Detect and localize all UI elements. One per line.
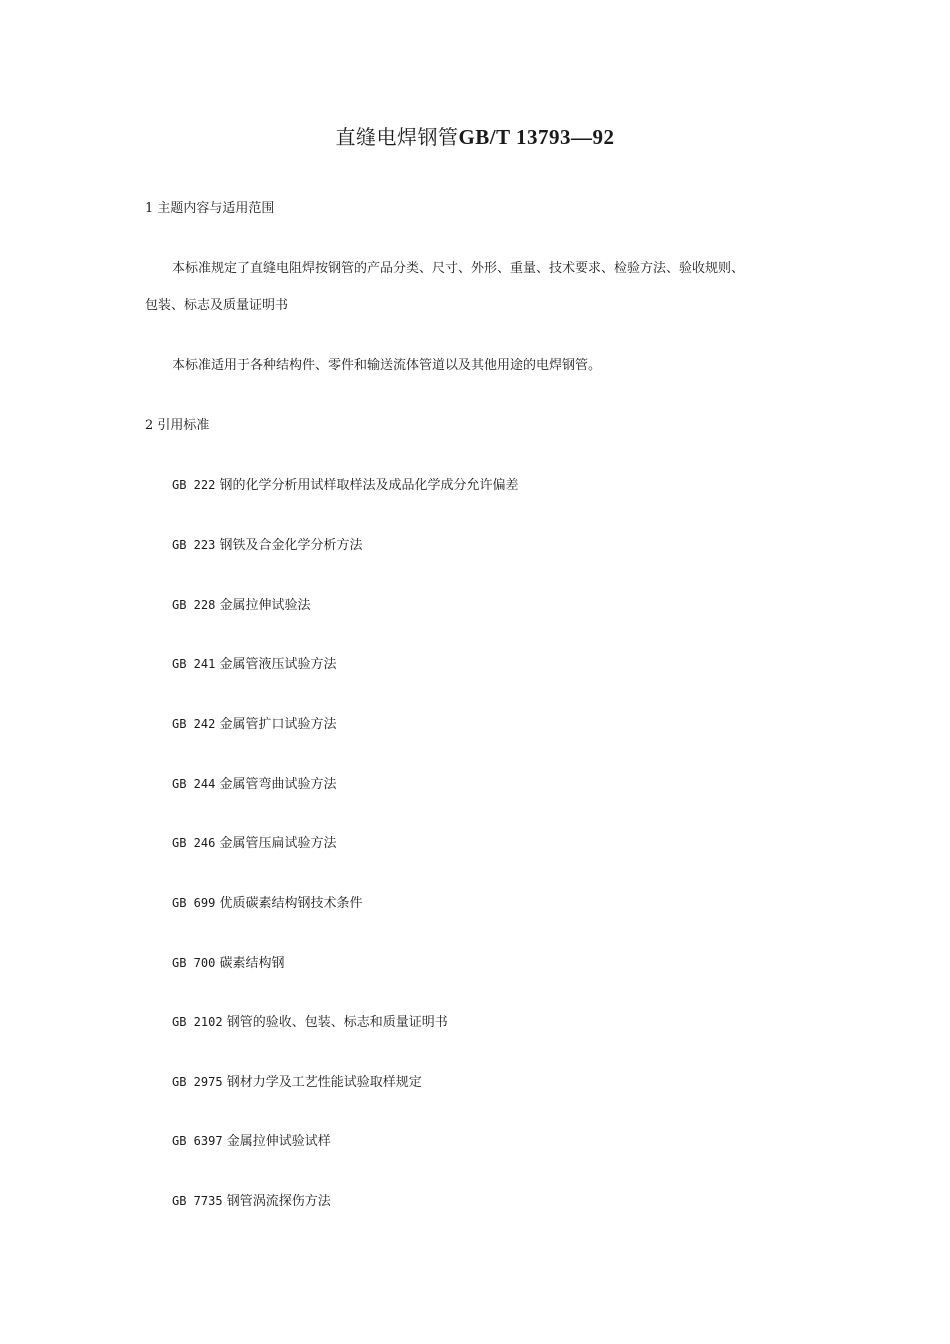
reference-item bbox=[172, 894, 363, 913]
reference-number: GB 222 bbox=[172, 478, 216, 492]
reference-item bbox=[172, 1013, 448, 1032]
title-standard-code: GB/T 13793—92 bbox=[458, 125, 615, 149]
reference-item bbox=[172, 536, 363, 555]
reference-number: GB 6397 bbox=[172, 1134, 223, 1148]
reference-title: 钢管的验收、包装、标志和质量证明书 bbox=[226, 1015, 448, 1030]
document-title bbox=[0, 124, 950, 150]
reference-number: GB 246 bbox=[172, 836, 216, 850]
title-chinese: 直缝电焊钢管 bbox=[335, 125, 459, 149]
reference-number: GB 700 bbox=[172, 956, 216, 970]
reference-title: 金属管液压试验方法 bbox=[219, 657, 337, 672]
reference-item bbox=[172, 1073, 422, 1092]
reference-number: GB 223 bbox=[172, 538, 216, 552]
reference-number: GB 2975 bbox=[172, 1075, 223, 1089]
reference-number: GB 699 bbox=[172, 896, 216, 910]
reference-item bbox=[172, 834, 337, 853]
reference-item bbox=[172, 1192, 331, 1211]
section-1-paragraph-1-line-1: 本标准规定了直缝电阻焊按钢管的产品分类、尺寸、外形、重量、技术要求、检验方法、验收规则、 bbox=[172, 261, 745, 276]
reference-item bbox=[172, 954, 285, 973]
reference-item bbox=[172, 476, 519, 495]
reference-title: 金属拉伸试验试样 bbox=[226, 1134, 331, 1149]
reference-number: GB 2102 bbox=[172, 1015, 223, 1029]
reference-item bbox=[172, 775, 337, 794]
section-1-heading: 1 主题内容与适用范围 bbox=[145, 201, 275, 216]
reference-title: 金属管扩口试验方法 bbox=[219, 717, 337, 732]
reference-number: GB 7735 bbox=[172, 1194, 223, 1208]
reference-title: 金属管压扁试验方法 bbox=[219, 836, 337, 851]
reference-item bbox=[172, 1132, 331, 1151]
reference-title: 碳素结构钢 bbox=[219, 956, 285, 971]
reference-title: 钢的化学分析用试样取样法及成品化学成分允许偏差 bbox=[219, 478, 519, 493]
reference-item bbox=[172, 715, 337, 734]
reference-title: 钢材力学及工艺性能试验取样规定 bbox=[226, 1075, 422, 1090]
section-1-paragraph-2: 本标准适用于各种结构件、零件和输送流体管道以及其他用途的电焊钢管。 bbox=[172, 358, 602, 373]
reference-title: 钢管涡流探伤方法 bbox=[226, 1194, 331, 1209]
reference-number: GB 241 bbox=[172, 657, 216, 671]
section-2-heading: 2 引用标准 bbox=[145, 418, 210, 433]
reference-number: GB 244 bbox=[172, 777, 216, 791]
reference-number: GB 242 bbox=[172, 717, 216, 731]
section-1-paragraph-1-line-2: 包装、标志及质量证明书 bbox=[145, 298, 289, 313]
reference-item bbox=[172, 655, 337, 674]
reference-item bbox=[172, 596, 311, 615]
reference-number: GB 228 bbox=[172, 598, 216, 612]
reference-title: 优质碳素结构钢技术条件 bbox=[219, 896, 363, 911]
reference-title: 金属管弯曲试验方法 bbox=[219, 777, 337, 792]
reference-title: 金属拉伸试验法 bbox=[219, 598, 311, 613]
reference-title: 钢铁及合金化学分析方法 bbox=[219, 538, 363, 553]
